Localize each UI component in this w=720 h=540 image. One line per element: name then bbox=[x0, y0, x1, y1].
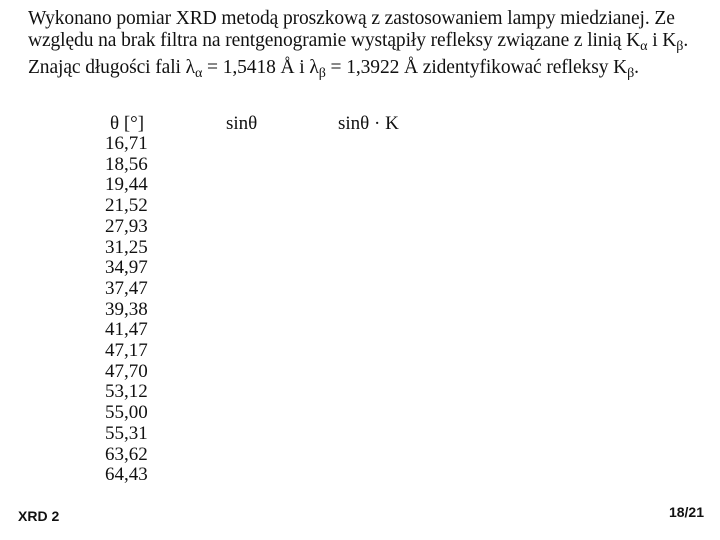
theta-value: 18,56 bbox=[105, 153, 148, 175]
k-beta-subscript: β bbox=[676, 38, 684, 55]
intro-line-3 bbox=[28, 57, 708, 84]
intro-line-3-text-c: = 1,3922 Å zidentyfikować refleksy K bbox=[325, 57, 628, 79]
theta-value: 64,43 bbox=[105, 464, 148, 486]
intro-line-1: Wykonano pomiar XRD metodą proszkową z zastosowaniem lampy miedzianej. Ze bbox=[28, 8, 675, 29]
intro-line-2-text-c: . bbox=[683, 30, 689, 51]
theta-value: 63,62 bbox=[105, 443, 148, 465]
intro-line-2-text-b: i K bbox=[647, 30, 677, 51]
intro-line-2 bbox=[28, 30, 708, 57]
theta-value: 53,12 bbox=[105, 381, 148, 403]
intro-line-3-text-a: Znając długości fali λ bbox=[28, 57, 195, 79]
intro-line-2-text-a: względu na brak filtra na rentgenogramie wystąpiły refleksy związane z linią K bbox=[28, 30, 641, 51]
theta-values-column bbox=[105, 134, 148, 486]
intro-line-3-text-d: . bbox=[634, 57, 639, 79]
problem-statement bbox=[28, 8, 708, 84]
theta-value: 34,97 bbox=[105, 257, 148, 279]
theta-value: 37,47 bbox=[105, 277, 148, 299]
theta-value: 16,71 bbox=[105, 133, 148, 154]
theta-value: 47,17 bbox=[105, 340, 148, 362]
theta-value: 21,52 bbox=[105, 195, 148, 217]
theta-value: 41,47 bbox=[105, 319, 148, 341]
theta-value: 55,31 bbox=[105, 422, 148, 444]
column-header-sin: sinθ bbox=[226, 113, 258, 134]
lambda-alpha-subscript: α bbox=[195, 65, 203, 82]
theta-value: 19,44 bbox=[105, 174, 148, 196]
column-header-sin-k: sinθ · K bbox=[338, 113, 399, 134]
theta-value: 27,93 bbox=[105, 215, 148, 237]
theta-value: 39,38 bbox=[105, 298, 148, 320]
theta-value: 31,25 bbox=[105, 236, 148, 258]
theta-value: 55,00 bbox=[105, 402, 148, 424]
k-alpha-subscript: α bbox=[640, 38, 648, 55]
slide-title: XRD 2 bbox=[18, 508, 60, 524]
theta-value: 47,70 bbox=[105, 360, 148, 382]
lambda-beta-subscript: β bbox=[318, 65, 326, 82]
column-header-theta: θ [°] bbox=[110, 113, 145, 134]
k-beta-subscript-2: β bbox=[627, 65, 635, 82]
intro-line-3-text-b: = 1,5418 Å i λ bbox=[202, 57, 319, 79]
page-number: 18/21 bbox=[668, 504, 704, 520]
